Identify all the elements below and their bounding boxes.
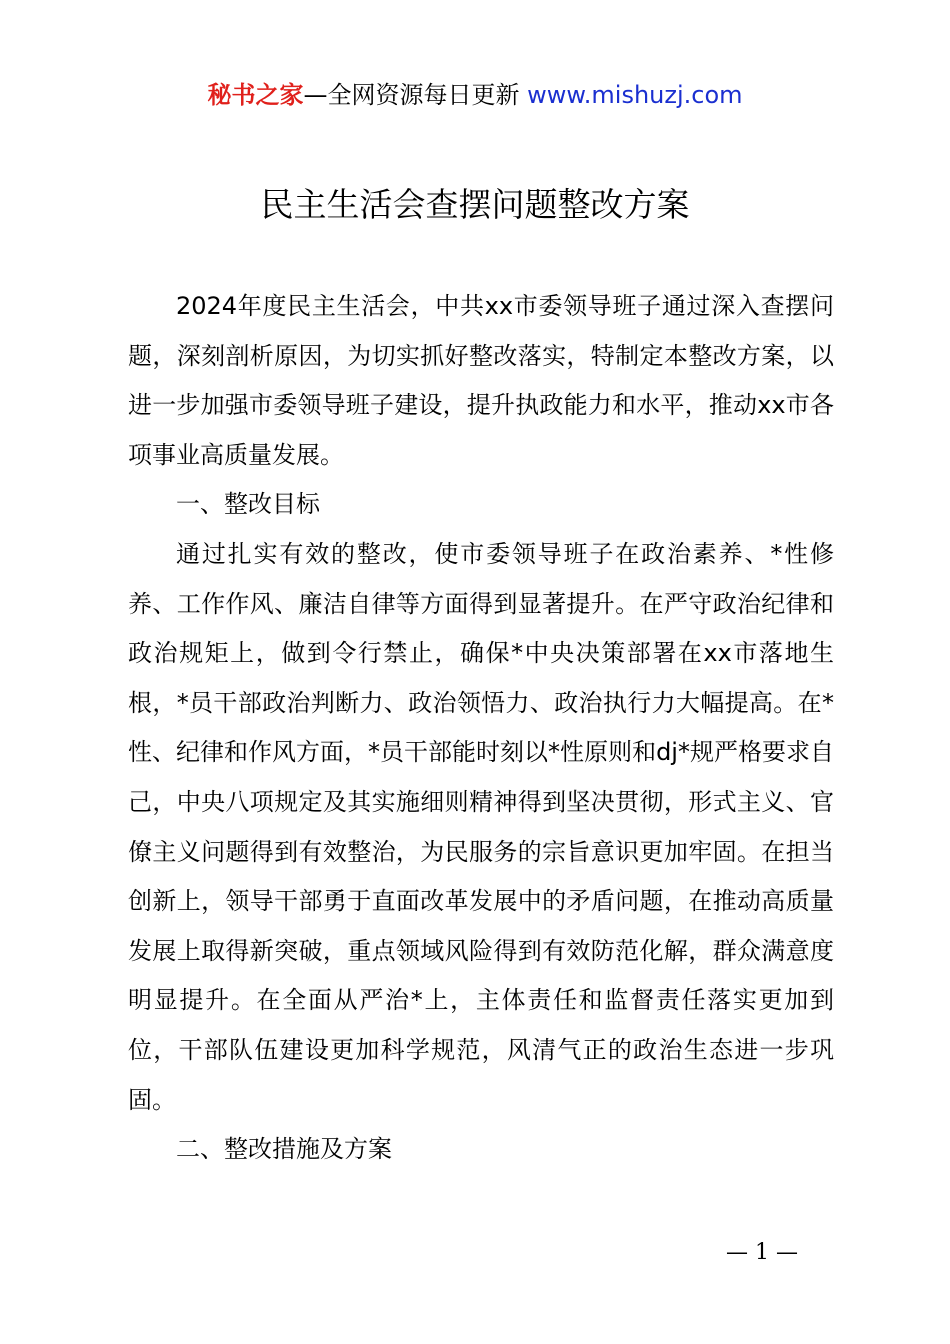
section-heading-measures: 二、整改措施及方案 <box>176 1135 392 1164</box>
goals-paragraph: 通过扎实有效的整改，使市委领导班子在政治素养、*性修养、工作作风、廉洁自律等方面得到显著提升。在严守政治纪律和政治规矩上，做到令行禁止，确保*中央决策部署在xx市落地生根，*员干部政治判断力、政治领悟力、政治执行力大幅提高。在*性、纪律和作风方面，*员干部能时刻以*性原则和dj*规严格要求自己，中央八项规定及其实施细则精神得到坚决贯彻，形式主义、官僚主义问题得到有效整治，为民服务的宗旨意识更加牢固。在担当创新上，领导干部勇于直面改革发展中的矛盾问题，在推动高质量发展上取得新突破，重点领域风险得到有效防范化解，群众满意度明显提升。在全面从严治*上，主体责任和监督责任落实更加到位，干部队伍建设更加科学规范，风清气正的政治生态进一步巩固。 <box>128 539 834 1114</box>
header-tagline: —全网资源每日更新 <box>303 81 520 109</box>
brand-name: 秘书之家 <box>207 81 304 109</box>
document-body <box>128 282 834 1175</box>
page-number: — 1 — <box>726 1240 798 1265</box>
section-heading-goals: 一、整改目标 <box>176 490 320 519</box>
site-url-link[interactable]: www.mishuzj.com <box>527 81 743 109</box>
intro-paragraph: 2024年度民主生活会，中共xx市委领导班子通过深入查摆问题，深刻剖析原因，为切实抓好整改落实，特制定本整改方案，以进一步加强市委领导班子建设，提升执政能力和水平，推动xx市各项事业高质量发展。 <box>128 292 834 469</box>
document-title: 民主生活会查摆问题整改方案 <box>260 185 690 224</box>
site-header <box>0 78 950 112</box>
